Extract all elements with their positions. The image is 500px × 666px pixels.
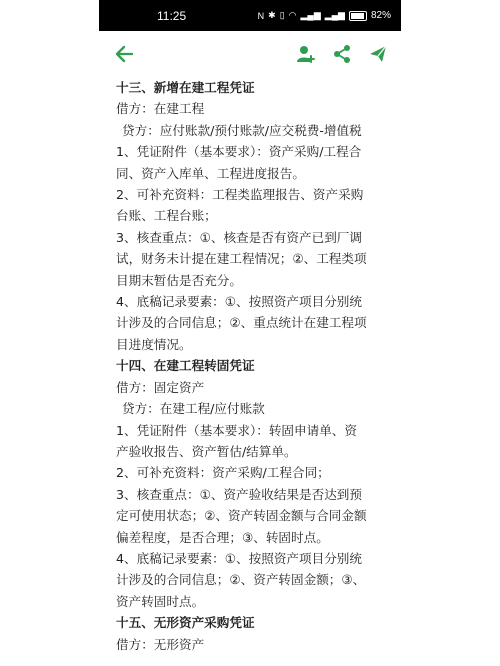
text-line: 同、资产入库单、工程进度报告。 [116,165,305,181]
text-line: 计涉及的合同信息；②、重点统计在建工程项 [116,315,367,331]
text-line: 定可使用状态；②、资产转固金额与合同金额 [116,508,367,524]
phone-screen [99,0,401,666]
status-icons [258,10,391,21]
toolbar [99,31,401,77]
battery-percent: 82% [370,10,391,21]
text-line: 试，财务未计提在建工程情况；②、工程类项 [116,251,367,267]
text-line: 产验收报告、资产暂估/结算单。 [116,443,297,459]
section-heading: 十三、新增在建工程凭证 [116,80,255,95]
back-arrow-icon[interactable] [113,43,135,65]
text-line: 1、凭证附件（基本要求）：资产采购/工程合 [116,144,362,160]
status-time: 11:25 [157,8,187,23]
text-line: 4、底稿记录要素：①、按照资产项目分别统 [116,294,362,310]
text-line: 3、核查重点：①、核查是否有资产已到厂调 [116,229,362,245]
text-line: 偏差程度，是否合理；③、转固时点。 [116,529,329,545]
bluetooth-icon: ✱ [268,10,276,20]
note-content [99,77,401,655]
text-line: 贷方：在建工程/应付账款 [122,401,265,417]
text-line: 目期末暂估是否充分。 [116,272,242,288]
send-icon[interactable] [367,43,389,65]
signal-icon: ▂▄▆ [300,10,321,20]
text-line: 2、可补充资料：工程类监理报告、资产采购 [116,187,364,203]
text-line: 目进度情况。 [116,336,192,352]
text-line: 资产转固时点。 [116,593,205,609]
text-line: 2、可补充资料：资产采购/工程合同； [116,465,330,481]
add-user-icon[interactable] [295,43,317,65]
vibrate-icon: ▯ [279,10,285,20]
text-line: 4、底稿记录要素：①、按照资产项目分别统 [116,550,362,566]
text-line: 1、凭证附件（基本要求）：转固申请单、资 [116,422,357,438]
wifi-icon: ◠ [288,10,297,20]
text-line: 借方：无形资产 [116,636,205,652]
nfc-icon: N [257,10,265,21]
share-icon[interactable] [331,43,353,65]
text-line: 借方：在建工程 [116,101,205,117]
status-bar [99,0,401,31]
text-line: 借方：固定资产 [116,379,205,395]
section-heading: 十五、无形资产采购凭证 [116,615,255,631]
signal-2-icon: ▂▄▆ [324,10,345,20]
text-line: 贷方：应付账款/预付账款/应交税费-增值税 [122,122,362,138]
section-heading: 十四、在建工程转固凭证 [116,358,255,374]
text-line: 台账、工程台账； [116,208,217,224]
text-line: 3、核查重点：①、资产验收结果是否达到预 [116,486,362,502]
battery-icon [349,11,367,21]
text-line: 计涉及的合同信息；②、资产转固金额；③、 [116,572,366,588]
